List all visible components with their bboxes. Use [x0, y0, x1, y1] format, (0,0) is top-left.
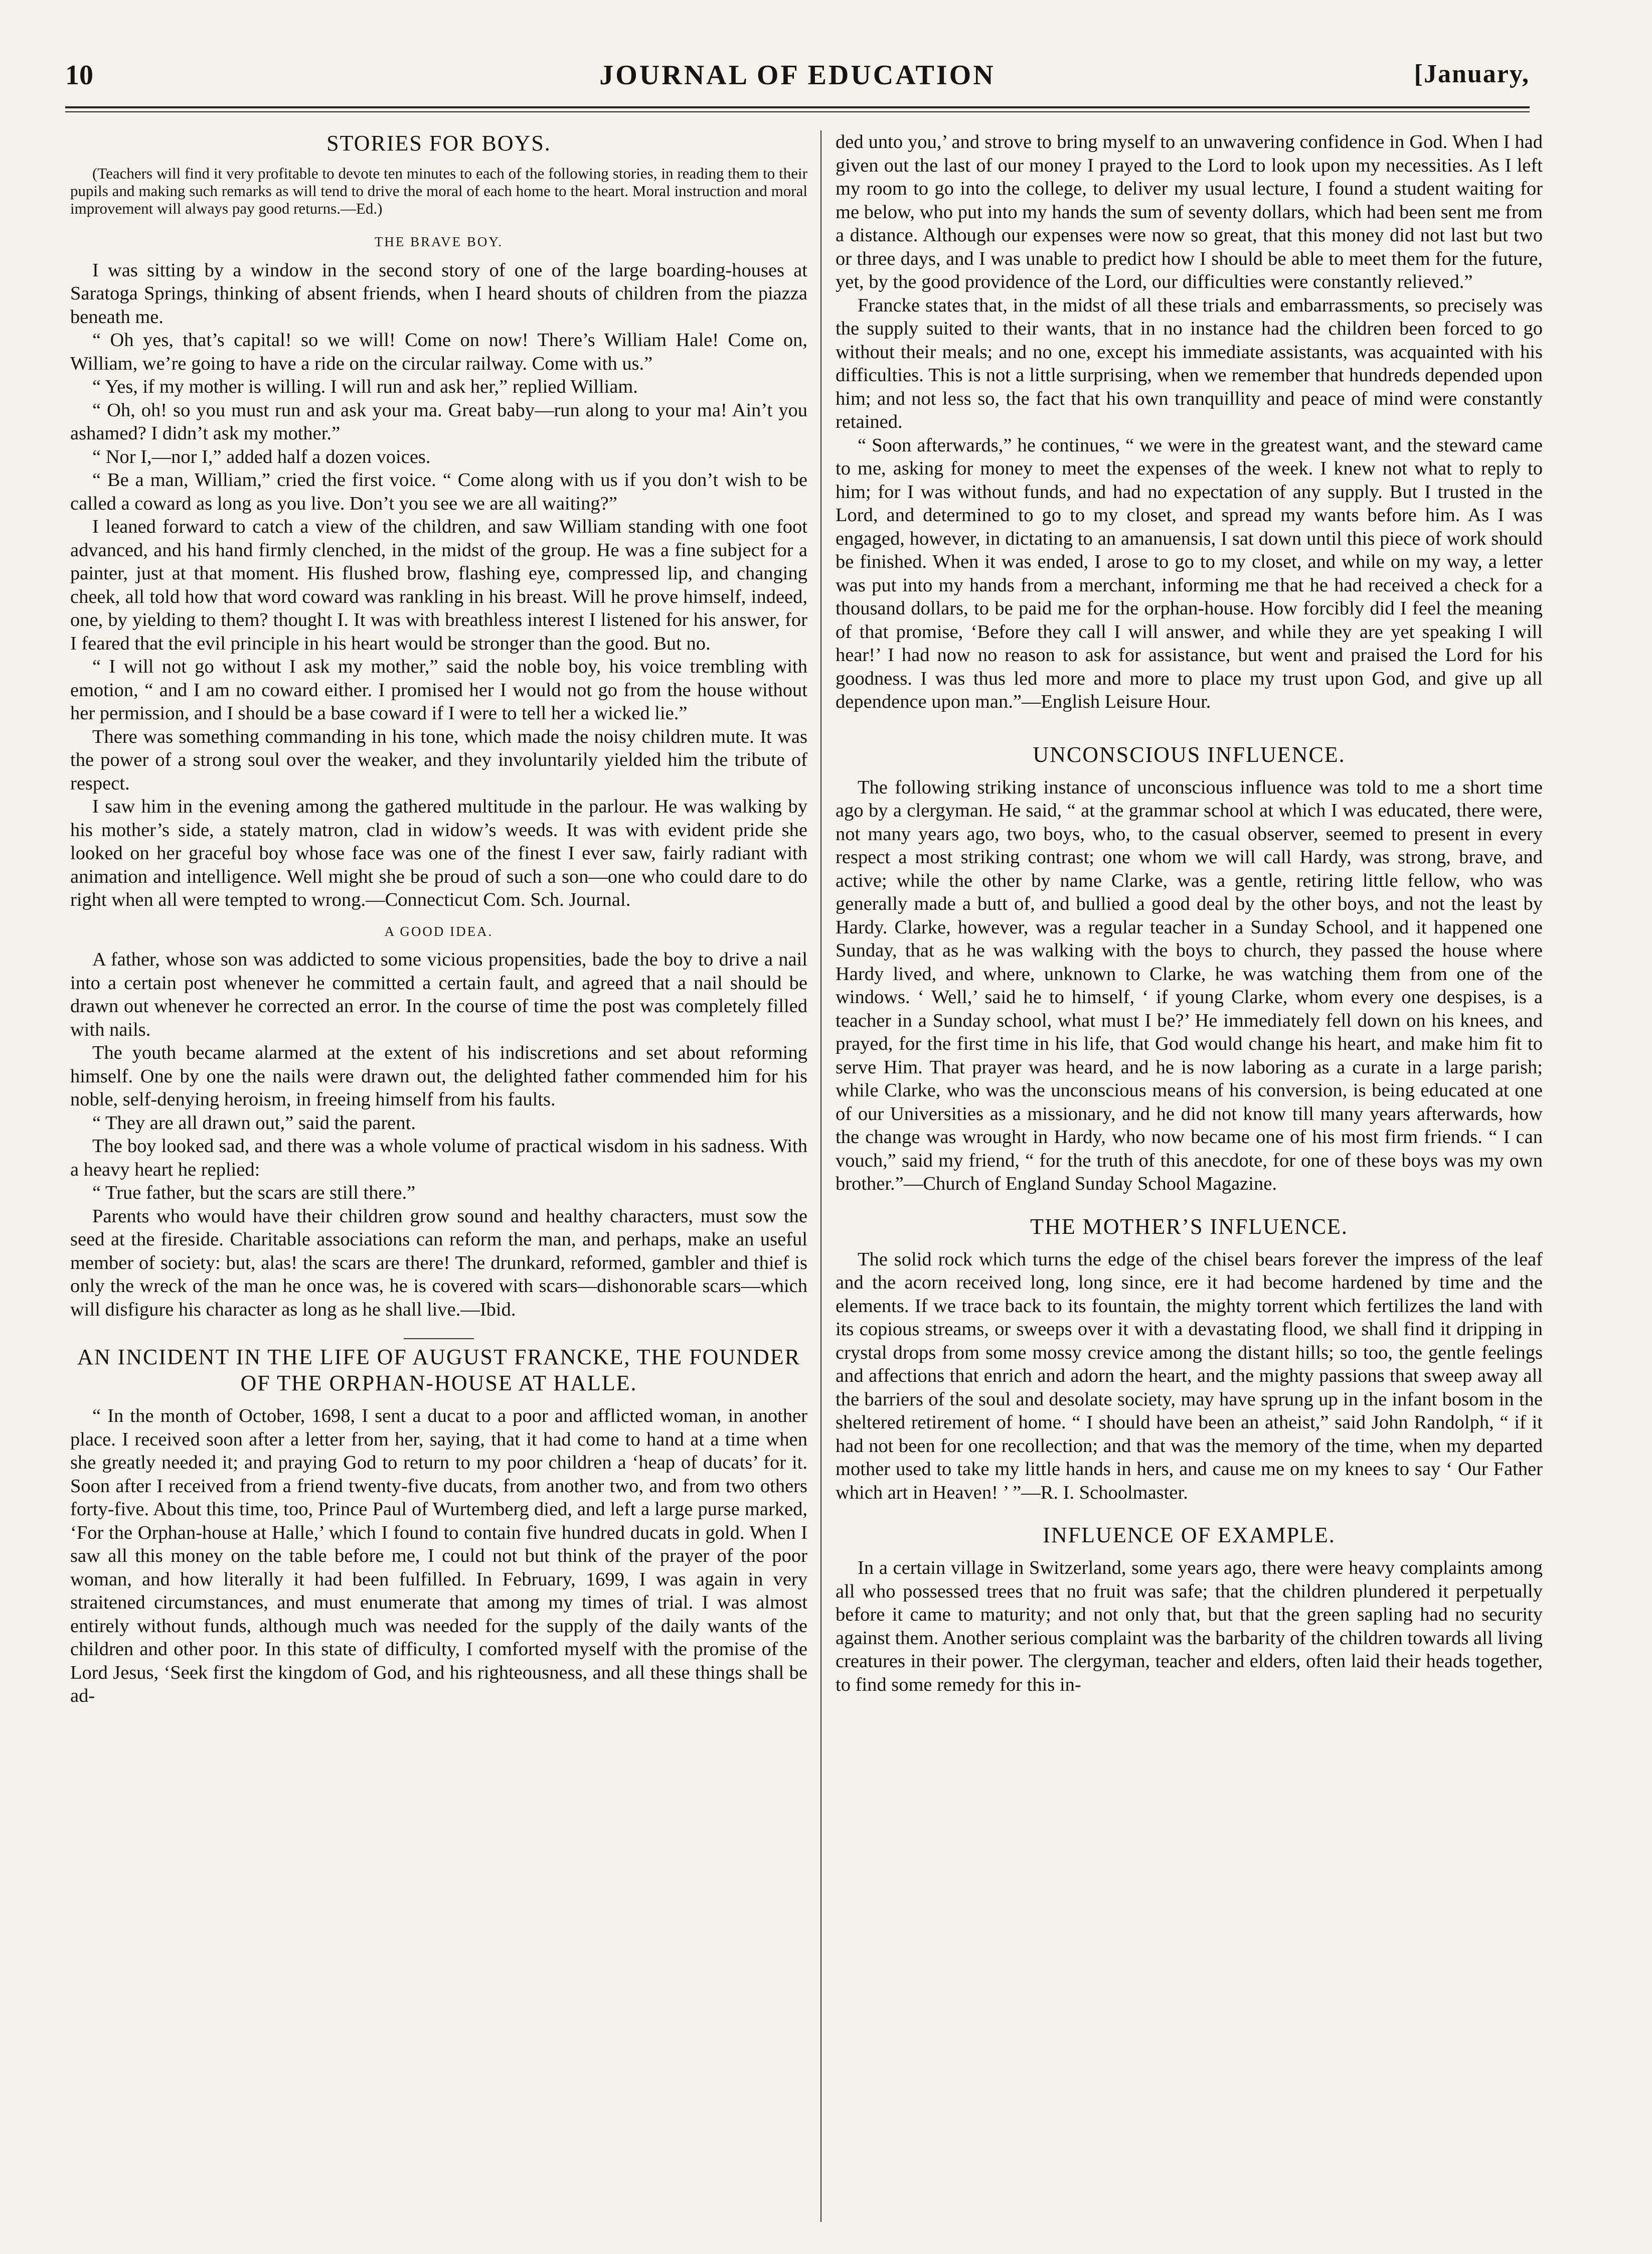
good-idea-body	[70, 948, 807, 1321]
paragraph: I was sitting by a window in the second story of one of the large boarding-houses at Saratoga Springs, thinking of absent friends, when I heard shouts of children from the piazza beneath me.	[70, 259, 807, 328]
right-column	[836, 130, 1543, 2222]
header-rule-thin	[65, 111, 1530, 112]
left-column	[70, 130, 807, 2222]
paragraph: The following striking instance of unconscious influence was told to me a short time ago by a clergyman. He said, “ at the grammar school at which I was educated, there were, not many years ago, two boys, who, to the casual observer, seemed to present in every respect a most striking contrast; one whom we will call Hardy, was strong, brave, and active; while the other by name Clarke, was a gentle, retiring little fellow, who was generally made a butt of, and bullied a good deal by the other boys, and not the least by Hardy. Clarke, however, was a regular teacher in a Sunday School, and it happened one Sunday, that as he was walking with the boys to church, they passed the house where Hardy lived, and where, unknown to Clarke, he was watching them from one of the windows. ‘ Well,’ said he to himself, ‘ if young Clarke, whom every one despises, is a teacher in a Sunday school, what must I be?’ He immediately fell down on his knees, and prayed, for the first time in his life, that God would change his heart, and make him fit to serve Him. That prayer was heard, and he is now laboring as a curate in a large parish; while Clarke, who was the unconscious means of his conversion, is being educated at one of our Universities as a missionary, and he did not know till many years afterwards, how the change was wrought in Hardy, who now became one of his most firm friends. “ I can vouch,” said my friend, “ for the truth of this anecdote, for one of these boys was my own brother.”—Church of England Sunday School Magazine.	[836, 776, 1543, 1194]
paragraph: There was something commanding in his tone, which made the noisy children mute. It was the power of a strong soul over the weaker, and they involuntarily yielded him the tribute of respect.	[70, 726, 807, 794]
section-rule	[404, 1338, 474, 1339]
paragraph: A father, whose son was addicted to some vicious propensities, bade the boy to drive a nail into a certain post whenever he committed a certain fault, and agreed that a nail should be drawn out whenever he corrected an error. In the course of time the post was completely filled with nails.	[70, 949, 807, 1040]
unconscious-title: UNCONSCIOUS INFLUENCE.	[1033, 742, 1346, 767]
example-title: INFLUENCE OF EXAMPLE.	[1043, 1523, 1336, 1547]
mother-body	[836, 1248, 1543, 1505]
paragraph: “ Yes, if my mother is willing. I will run and ask her,” replied William.	[92, 376, 638, 397]
paragraph: Francke states that, in the midst of all these trials and embarrassments, so precisely was the supply suited to their wants, that in no instance had the children been forced to go without their meals; and no one, except his immediate assistants, was acquainted with his difficulties. This is not a little surprising, when we remember that hundreds depended upon him; and not less so, the fact that his own tranquillity and peace of mind were constantly retained.	[836, 294, 1543, 432]
mother-title: THE MOTHER’S INFLUENCE.	[1030, 1214, 1348, 1239]
journal-title: JOURNAL OF EDUCATION	[599, 60, 996, 91]
paragraph: In a certain village in Switzerland, some years ago, there were heavy complaints among all who possessed trees that no fruit was safe; that the children plundered it perpetually before it came to maturity; and not only that, but that the green sapling had no security against them. Another serious complaint was the barbarity of the children towards all living creatures in their power. The clergyman, teacher and elders, often laid their heads together, to find some remedy for this in-	[836, 1557, 1543, 1695]
brave-boy-title: THE BRAVE BOY.	[374, 234, 504, 249]
header-rule-thick	[65, 106, 1530, 108]
example-body	[836, 1556, 1543, 1696]
paragraph: “ Oh, oh! so you must run and ask your ma. Great baby—run along to your ma! Ain’t you ashamed? I didn’t ask my mother.”	[70, 399, 807, 444]
page-number: 10	[65, 60, 93, 91]
paragraph: “ They are all drawn out,” said the parent.	[92, 1112, 416, 1134]
good-idea-title: A GOOD IDEA.	[384, 923, 493, 939]
paragraph: The solid rock which turns the edge of the chisel bears forever the impress of the leaf and the acorn received long, long since, ere it had become hardened by time and the elements. If we trace back to its fountain, the mighty torrent which fertilizes the land with its copious streams, or sweeps over it with a devastating flood, we shall find it dripping in crystal drops from some mossy crevice among the distant hills; so too, the gentle feelings and affections that enrich and adorn the heart, and the mighty passions that sweep away all the barriers of the soul and desolate society, may have sprung up in the infant bosom in the sheltered retirement of home. “ I should have been an atheist,” said John Randolph, “ if it had not been for one recollection; and that was the memory of the time, when my departed mother used to take my little hands in hers, and cause me on my knees to say ‘ Our Father which art in Heaven! ’ ”—R. I. Schoolmaster.	[836, 1248, 1543, 1503]
paragraph: “ Nor I,—nor I,” added half a dozen voices.	[92, 446, 431, 467]
paragraph: “ True father, but the scars are still there.”	[92, 1182, 416, 1203]
paragraph: I leaned forward to catch a view of the children, and saw William standing with one foot advanced, and his hand firmly clenched, in the midst of the group. He was a fine subject for a painter, just at that moment. His flushed brow, flashing eye, compressed lip, and changing cheek, all told how that word coward was rankling in his breast. Will he prove himself, indeed, one, by yielding to them? thought I. It was with breathless interest I listened for his answer, for I feared that the evil principle in his heart would be stronger than the good. But no.	[70, 516, 807, 654]
francke-title: AN INCIDENT IN THE LIFE OF AUGUST FRANCKE, THE FOUNDER OF THE ORPHAN-HOUSE AT HALLE.	[77, 1345, 800, 1395]
paragraph: “ I will not go without I ask my mother,” said the noble boy, his voice trembling with emotion, “ and I am no coward either. I promised her I would not go from the house without her permission, and I should be a base coward if I were to tell her a wicked lie.”	[70, 656, 807, 724]
paragraph: The youth became alarmed at the extent of his indiscretions and set about reforming himself. One by one the nails were drawn out, the delighted father commended him for his noble, self-denying heroism, in freeing himself from his faults.	[70, 1042, 807, 1110]
page-header	[65, 59, 1530, 99]
brave-boy-body	[70, 259, 807, 912]
stories-note: (Teachers will find it very profitable to devote ten minutes to each of the following stories, in reading them to their pupils and making such remarks as will tend to drive the moral of each home to the heart. Moral instruction and moral improvement will always pay good returns.—Ed.)	[70, 165, 807, 217]
paragraph: “ Be a man, William,” cried the first voice. “ Come along with us if you don’t wish to be called a coward as long as you live. Don’t you see we are all waiting?”	[70, 469, 807, 514]
paragraph: ded unto you,’ and strove to bring myself to an unwavering confidence in God. When I had given out the last of our money I prayed to the Lord to look upon my necessities. As I left my room to go into the college, to deliver my usual lecture, I found a student waiting for me below, who put into my hands the sum of seventy dollars, which had been sent me from a distance. Although our expenses were now so great, that this money did not last but two or three days, and I was unable to predict how I should be able to meet them for the future, yet, by the good providence of the Lord, our difficulties were constantly relieved.”	[836, 131, 1543, 292]
paragraph: The boy looked sad, and there was a whole volume of practical wisdom in his sadness. With a heavy heart he replied:	[70, 1136, 807, 1180]
header-month: [January,	[1414, 60, 1530, 88]
stories-title: STORIES FOR BOYS.	[326, 131, 551, 155]
paragraph: “ Soon afterwards,” he continues, “ we were in the greatest want, and the steward came to me, asking for money to meet the expenses of the week. I knew not what to reply to him; for I was without funds, and had no expectation of any supply. But I trusted in the Lord, and determined to go to my closet, and spread my wants before him. As I was engaged, however, in dictating to an amanuensis, I sat down until this piece of work should be finished. When it was ended, I arose to go to my closet, and while on my way, a letter was put into my hands from a merchant, informing me that he had received a check for a thousand dollars, to be paid me for the orphan-house. How forcibly did I feel the meaning of that promise, ‘Before they call I will answer, and while they are yet speaking I will hear!’ I had now no reason to ask for assistance, but went and praised the Lord for his goodness. I was thus led more and more to place my trust upon God, and give up all dependence upon man.”—English Leisure Hour.	[836, 434, 1543, 712]
paragraph: I saw him in the evening among the gathered multitude in the parlour. He was walking by his mother’s side, a stately matron, clad in widow’s weeds. It was with evident pride she looked on her graceful boy whose face was one of the finest I ever saw, fairly radiant with animation and intelligence. Well might she be proud of such a son—one who could dare to do right when all were tempted to wrong.—Connecticut Com. Sch. Journal.	[70, 796, 807, 910]
paragraph: Parents who would have their children grow sound and healthy characters, must sow the seed at the fireside. Charitable associations can reform the man, and perhaps, make an useful member of society: but, alas! the scars are there! The drunkard, reformed, gambler and thief is only the wreck of the man he once was, he is covered with scars—dishonorable scars—which will disfigure his character as long as he shall live.—Ibid.	[70, 1205, 807, 1320]
paragraph: “ Oh yes, that’s capital! so we will! Come on now! There’s William Hale! Come on, William, we’re going to have a ride on the circular railway. Come with us.”	[70, 330, 807, 374]
francke-continued-body	[836, 130, 1543, 714]
francke-body	[70, 1404, 807, 1708]
unconscious-body	[836, 776, 1543, 1196]
paragraph: “ In the month of October, 1698, I sent a ducat to a poor and afflicted woman, in another place. I received soon after a letter from her, saying, that it had come to hand at a time when she greatly needed it; and praying God to return to my poor children a ‘heap of ducats’ for it. Soon after I received from a friend twenty-five ducats, from another two, and from two others forty-five. About this time, too, Prince Paul of Wurtemberg died, and left a large purse marked, ‘For the Orphan-house at Halle,’ which I found to contain five hundred ducats in gold. When I saw all this money on the table before me, I could not but think of the prayer of the poor woman, and how literally it had been fulfilled. In February, 1699, I was again in very straitened circumstances, and must enumerate that among my times of trial. I was almost entirely without funds, although much was needed for the supply of the daily wants of the children and other poor. In this state of difficulty, I comforted myself with the promise of the Lord Jesus, ‘Seek first the kingdom of God, and his righteousness, and all these things shall be ad-	[70, 1405, 807, 1706]
column-divider	[820, 130, 821, 2222]
